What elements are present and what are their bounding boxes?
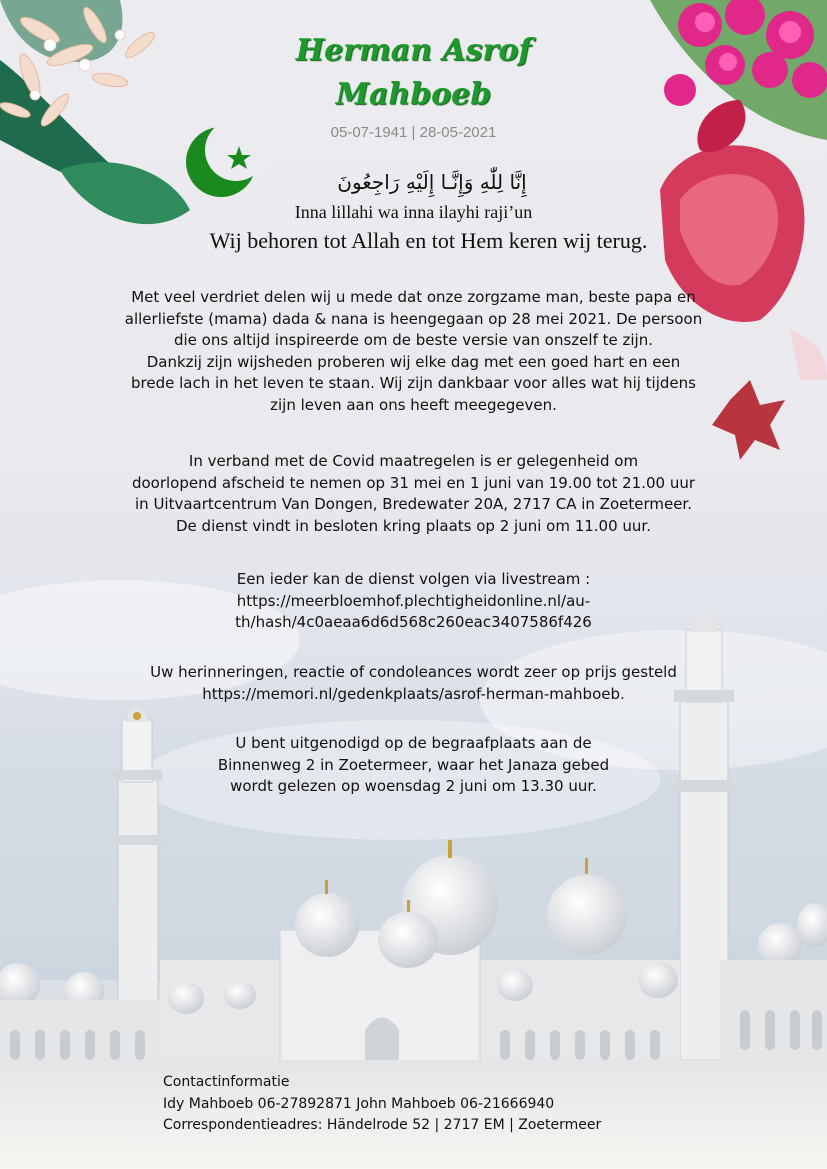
text-line: Uw herinneringen, reactie of condoleances wordt zeer op prijs gesteld <box>150 663 677 681</box>
contact-heading: Contactinformatie <box>163 1074 290 1090</box>
text-line: Binnenweg 2 in Zoetermeer, waar het Janaza gebed <box>217 755 610 774</box>
contact-info <box>163 1072 601 1137</box>
arabic-verse: إِنَّا لِلّٰهِ وَإِنَّـا إِلَيْهِ رَاجِعُونَ <box>337 170 527 194</box>
contact-address: Correspondentieadres: Händelrode 52 | 2717 EM | Zoetermeer <box>163 1117 602 1133</box>
livestream-paragraph <box>100 569 727 634</box>
contact-phones: Idy Mahboeb 06-27892871 John Mahboeb 06-21666940 <box>163 1095 555 1112</box>
text-line: Met veel verdriet delen wij u mede dat onze zorgzame man, beste papa en <box>131 288 696 306</box>
livestream-link[interactable]: https://meerbloemhof.plechtigheidonline.nl/au- <box>236 591 591 610</box>
condolences-paragraph <box>100 662 727 705</box>
livestream-link[interactable]: th/hash/4c0aeaa6d6d568c260eac3407586f426 <box>235 613 592 631</box>
deceased-name-line2: Mahboeb <box>335 77 492 112</box>
burial-paragraph <box>100 733 727 798</box>
text-line: in Uitvaartcentrum Van Dongen, Bredewater 20A, 2717 CA in Zoetermeer. <box>135 495 692 513</box>
text-line: In verband met de Covid maatregelen is er gelegenheid om <box>188 452 639 470</box>
text-line: die ons altijd inspireerde om de beste versie van onszelf te zijn. <box>173 331 653 349</box>
verse-translation: Wij behoren tot Allah en tot Hem keren wij terug. <box>209 228 648 253</box>
text-line: doorlopend afscheid te nemen op 31 mei en 1 juni van 19.00 tot 21.00 uur <box>131 473 696 492</box>
text-line: zijn leven aan ons heeft meegegeven. <box>270 395 557 414</box>
announcement-paragraph <box>100 287 727 416</box>
text-line: Dankzij zijn wijsheden proberen wij elke dag met een goed hart en een <box>146 352 681 371</box>
text-line: allerliefste (mama) dada & nana is heengegaan op 28 mei 2021. De persoon <box>124 309 703 328</box>
farewell-paragraph <box>100 451 727 537</box>
text-line: De dienst vindt in besloten kring plaats op 2 juni om 11.00 uur. <box>176 516 651 535</box>
text-line: brede lach in het leven te staan. Wij zijn dankbaar voor alles wat hij tijdens <box>131 374 696 392</box>
text-line: Een ieder kan de dienst volgen via livestream : <box>236 570 591 588</box>
text-line: U bent uitgenodigd op de begraafplaats aan de <box>235 734 592 752</box>
text-line: wordt gelezen op woensdag 2 juni om 13.30 uur. <box>230 777 597 795</box>
life-dates: 05-07-1941 | 28-05-2021 <box>330 124 497 141</box>
deceased-name-line1: Herman Asrof <box>295 33 532 68</box>
verse-transliteration: Inna lillahi wa inna ilayhi raji’un <box>294 202 533 222</box>
memori-link[interactable]: https://memori.nl/gedenkplaats/asrof-herman-mahboeb. <box>202 684 625 703</box>
